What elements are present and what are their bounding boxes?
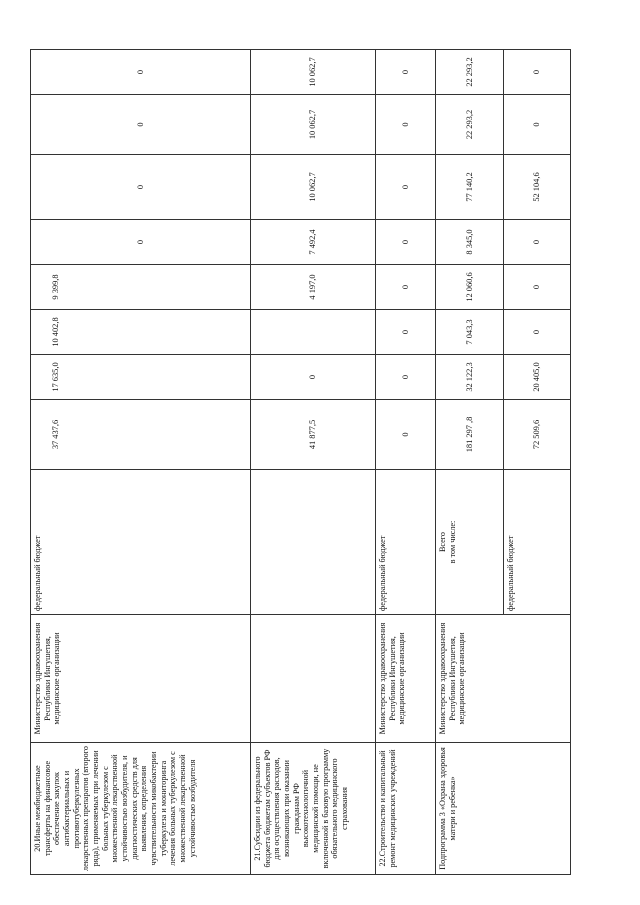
- value-cell: 0: [376, 400, 436, 470]
- value-cell: 17 635,0: [31, 355, 251, 400]
- value-cell: 0: [376, 310, 436, 355]
- value-cell: 10 062,7: [251, 155, 376, 220]
- value-cell: 72 509,6: [504, 400, 571, 470]
- executor-cell: Министерство здравоохранения Республики Ингушетия, медицинские организации: [436, 615, 571, 743]
- funding-source-cell: [251, 470, 376, 615]
- budget-table: [30, 49, 571, 875]
- value-cell: 0: [376, 220, 436, 265]
- executor-cell: [251, 615, 376, 743]
- value-cell: 10 062,7: [251, 95, 376, 155]
- value-cell: 22 293,2: [436, 50, 504, 95]
- measure-name-cell: Подпрограмма 3 «Охрана здоровья матери и ребенка»: [436, 743, 571, 875]
- value-cell: 4 197,0: [251, 265, 376, 310]
- table-row-21: [251, 50, 376, 875]
- rotated-table-wrapper: [30, 50, 570, 875]
- value-cell: 0: [504, 310, 571, 355]
- measure-name-cell: 21.Субсидии из федерального бюджета бюджетам субъектов РФ для осуществления расходов, возникающих при оказании гражданам РФ высокотехнологичной медицинской помощи, не включенной в базовую программу обязательного медицинского страхования: [251, 743, 376, 875]
- value-cell: 0: [251, 355, 376, 400]
- table-row-20: [31, 50, 251, 875]
- value-cell: 0: [31, 220, 251, 265]
- value-cell: 0: [376, 95, 436, 155]
- value-cell: 7 043,3: [436, 310, 504, 355]
- value-cell: 0: [376, 355, 436, 400]
- table-row-22: [376, 50, 436, 875]
- measure-name-cell: 20.Иные межбюджетные трансферты на финансовое обеспечение закупок антибактериальных и противотуберкулезных лекарственных препаратов (второго ряда), применяемых при лечении больных туберкулезом с множественной лекарственной устойчивостью возбудителя, и диагностических средств для выявления, определения чувствительности микобактерии туберкулеза и мониторинга лечения больных туберкулезом с множественной лекарственной устойчивостью возбудителя: [31, 743, 251, 875]
- value-cell: 0: [376, 50, 436, 95]
- value-cell: 181 297 ,8: [436, 400, 504, 470]
- value-cell: 0: [31, 50, 251, 95]
- value-cell: 9 399,8: [31, 265, 251, 310]
- value-cell: 52 104,6: [504, 155, 571, 220]
- value-cell: 0: [31, 155, 251, 220]
- value-cell: 10 062,7: [251, 50, 376, 95]
- value-cell: 20 405,0: [504, 355, 571, 400]
- executor-cell: Министерство здравоохранения Республики Ингушетия, медицинские организации: [376, 615, 436, 743]
- value-cell: 41 877,5: [251, 400, 376, 470]
- value-cell: 0: [504, 220, 571, 265]
- value-cell: 37 437,6: [31, 400, 251, 470]
- value-cell: 22 293,2: [436, 95, 504, 155]
- funding-source-cell: федеральный бюджет: [504, 470, 571, 615]
- value-cell: 0: [376, 155, 436, 220]
- value-cell: 0: [31, 95, 251, 155]
- executor-cell: Министерство здравоохранения Республики Ингушетия, медицинские организации: [31, 615, 251, 743]
- value-cell: 32 122,3: [436, 355, 504, 400]
- funding-source-cell: федеральный бюджет: [31, 470, 251, 615]
- value-cell: 8 345,0: [436, 220, 504, 265]
- measure-name-cell: 22.Строительство и капитальный ремонт медицинских учреждений: [376, 743, 436, 875]
- funding-source-cell: федеральный бюджет: [376, 470, 436, 615]
- value-cell: 12 060,6: [436, 265, 504, 310]
- value-cell: 0: [376, 265, 436, 310]
- funding-source-cell: Всего в том числе:: [436, 470, 504, 615]
- value-cell: 0: [504, 50, 571, 95]
- value-cell: [251, 310, 376, 355]
- value-cell: 77 140,2: [436, 155, 504, 220]
- value-cell: 0: [504, 265, 571, 310]
- value-cell: 0: [504, 95, 571, 155]
- value-cell: 10 402,8: [31, 310, 251, 355]
- table-row-subprogram-3: [436, 50, 504, 875]
- value-cell: 7 492,4: [251, 220, 376, 265]
